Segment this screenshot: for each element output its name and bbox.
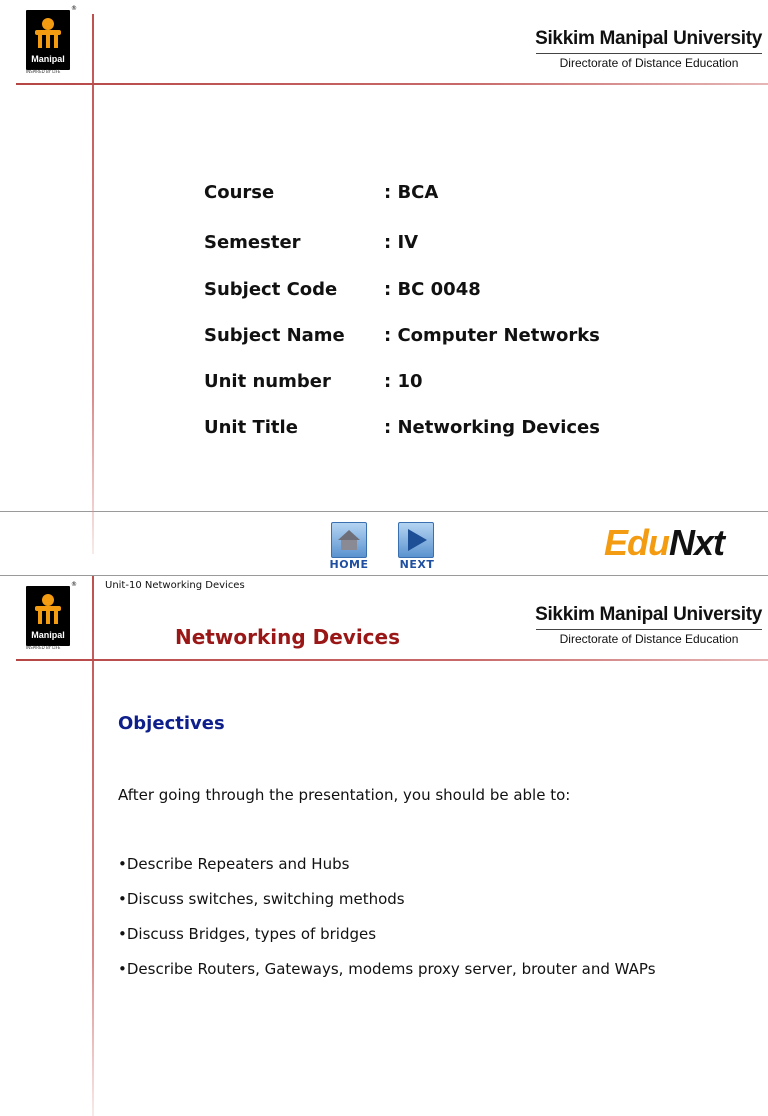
next-button[interactable] — [398, 522, 434, 558]
play-arrow-icon — [399, 523, 433, 557]
home-button[interactable] — [331, 522, 367, 558]
objective-item: •Discuss switches, switching methods — [118, 890, 405, 908]
semester-value: : IV — [384, 232, 419, 253]
vertical-rule — [92, 14, 94, 554]
course-label: Course — [204, 182, 275, 203]
university-header — [532, 604, 762, 646]
objectives-slide — [0, 575, 768, 1024]
university-name: Sikkim Manipal University — [535, 28, 762, 49]
unit-number-label: Unit number — [204, 371, 331, 392]
home-icon — [332, 523, 366, 557]
unit-number-value: : 10 — [384, 371, 423, 392]
subject-name-label: Subject Name — [204, 325, 345, 346]
unit-label: Unit-10 Networking Devices — [105, 580, 245, 591]
objective-item: •Discuss Bridges, types of bridges — [118, 925, 377, 943]
university-header — [532, 28, 762, 70]
vertical-rule — [92, 576, 94, 1116]
unit-title-label: Unit Title — [204, 417, 298, 438]
horizontal-rule — [16, 83, 768, 85]
horizontal-rule — [16, 659, 768, 661]
slide-title: Networking Devices — [175, 625, 400, 649]
unit-title-value: : Networking Devices — [384, 417, 600, 438]
manipal-emblem-icon — [32, 592, 64, 628]
directorate-name: Directorate of Distance Education — [559, 632, 739, 646]
next-label[interactable]: NEXT — [399, 558, 435, 571]
registered-mark: ® — [71, 5, 77, 12]
intro-text: After going through the presentation, you should be able to: — [118, 786, 571, 804]
subject-name-value: : Computer Networks — [384, 325, 600, 346]
registered-mark: ® — [71, 581, 77, 588]
semester-label: Semester — [204, 232, 301, 253]
manipal-emblem-icon — [32, 16, 64, 52]
logo-tagline: INSPIRED BY LIFE — [26, 645, 61, 650]
manipal-logo — [26, 5, 77, 76]
edunxt-logo: EduNxt — [604, 522, 725, 563]
logo-tagline: INSPIRED BY LIFE — [26, 69, 61, 74]
objective-item: •Describe Routers, Gateways, modems proxy server, brouter and WAPs — [118, 960, 656, 978]
objectives-heading: Objectives — [118, 713, 225, 734]
subject-code-value: : BC 0048 — [384, 279, 481, 300]
objective-item: •Describe Repeaters and Hubs — [118, 855, 350, 873]
home-label[interactable]: HOME — [329, 558, 369, 571]
logo-text: Manipal — [31, 630, 65, 640]
subject-code-label: Subject Code — [204, 279, 338, 300]
manipal-logo — [26, 581, 77, 652]
directorate-name: Directorate of Distance Education — [559, 56, 739, 70]
course-value: : BCA — [384, 182, 439, 203]
university-name: Sikkim Manipal University — [535, 604, 762, 625]
logo-text: Manipal — [31, 54, 65, 64]
